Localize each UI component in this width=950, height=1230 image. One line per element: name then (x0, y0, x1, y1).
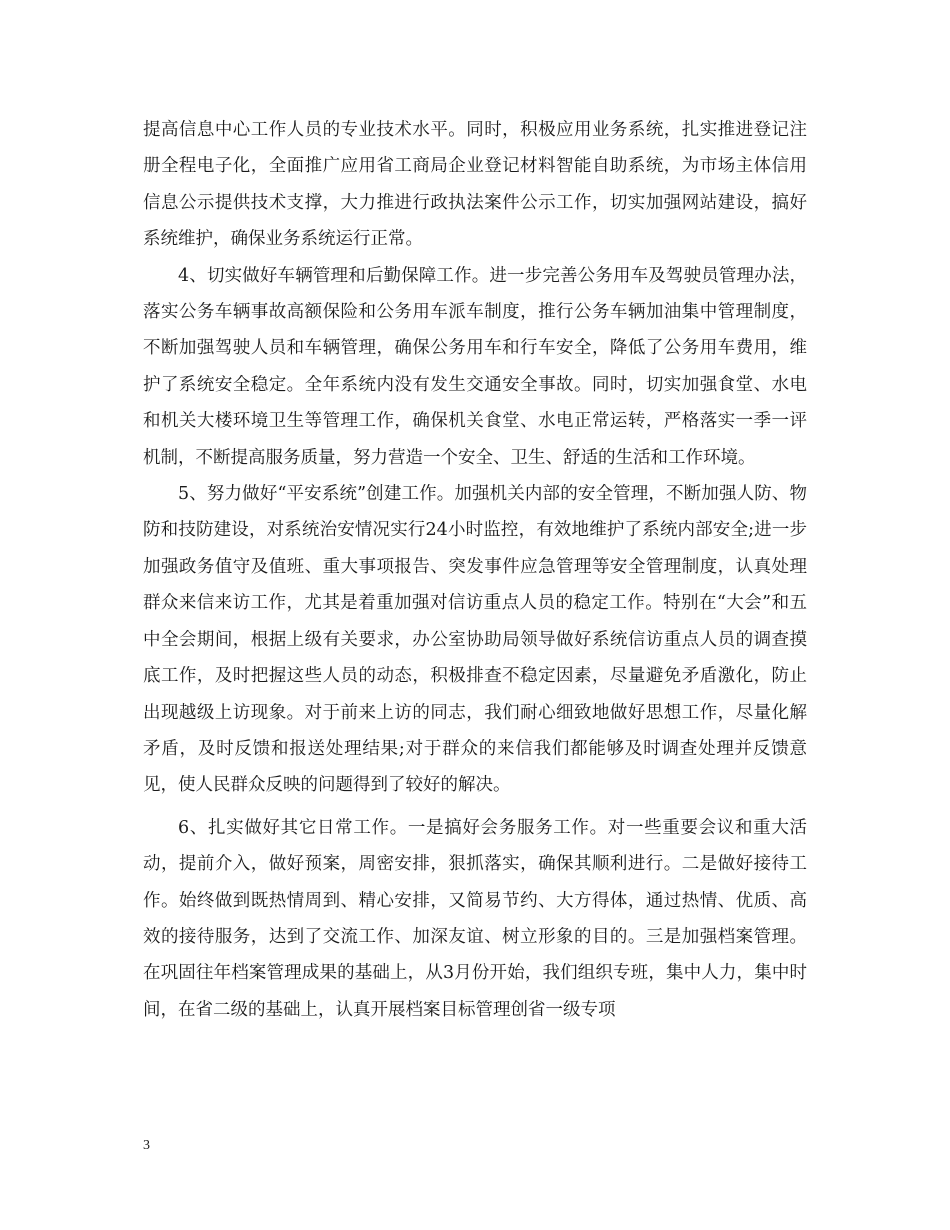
paragraph-continuation: 提高信息中心工作人员的专业技术水平。同时，积极应用业务系统，扎实推进登记注册全程电子化，全面推广应用省工商局企业登记材料智能自助系统，为市场主体信用信息公示提供技术支撑，大力推进行政执法案件公示工作，切实加强网站建设，搞好系统维护，确保业务系统运行正常。 (143, 120, 807, 250)
paragraph-vehicle-management: 4、切实做好车辆管理和后勤保障工作。进一步完善公务用车及驾驶员管理办法，落实公务车辆事故高额保险和公务用车派车制度，推行公务车辆加油集中管理制度，不断加强驾驶人员和车辆管理，确保公务用车和行车安全，降低了公务用车费用，维护了系统安全稳定。全年系统内没有发生交通安全事故。同时，切实加强食堂、水电和机关大楼环境卫生等管理工作，确保机关食堂、水电正常运转，严格落实一季一评机制，不断提高服务质量，努力营造一个安全、卫生、舒适的生活和工作环境。 (143, 265, 807, 468)
page-number: 3 (143, 1138, 150, 1153)
paragraph-daily-work: 6、扎实做好其它日常工作。一是搞好会务服务工作。对一些重要会议和重大活动，提前介入，做好预案，周密安排，狠抓落实，确保其顺利进行。二是做好接待工作。始终做到既热情周到、精心安排，又简易节约、大方得体，通过热情、优质、高效的接待服务，达到了交流工作、加深友谊、树立形象的目的。三是加强档案管理。在巩固往年档案管理成果的基础上，从3月份开始，我们组织专班，集中人力，集中时间，在省二级的基础上，认真开展档案目标管理创省一级专项 (143, 817, 807, 1020)
document-body (143, 112, 807, 1028)
paragraph-safe-system: 5、努力做好“平安系统”创建工作。加强机关内部的安全管理，不断加强人防、物防和技防建设，对系统治安情况实行24小时监控，有效地维护了系统内部安全;进一步加强政务值守及值班、重大事项报告、突发事件应急管理等安全管理制度，认真处理群众来信来访工作，尤其是着重加强对信访重点人员的稳定工作。特别在“大会”和五中全会期间，根据上级有关要求，办公室协助局领导做好系统信访重点人员的调查摸底工作，及时把握这些人员的动态，积极排查不稳定因素，尽量避免矛盾激化，防止出现越级上访现象。对于前来上访的同志，我们耐心细致地做好思想工作，尽量化解矛盾，及时反馈和报送处理结果;对于群众的来信我们都能够及时调查处理并反馈意见，使人民群众反映的问题得到了较好的解决。 (143, 484, 807, 796)
